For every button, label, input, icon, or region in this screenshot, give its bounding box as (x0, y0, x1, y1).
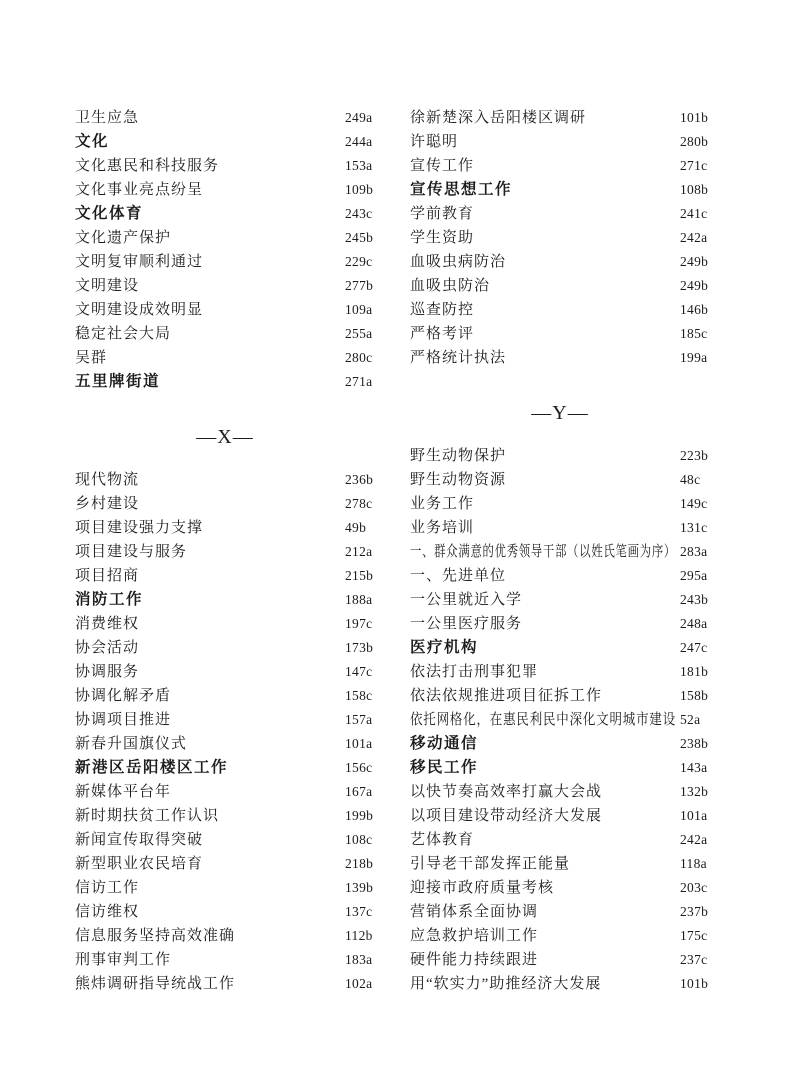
index-entry (410, 468, 710, 492)
index-entry (75, 804, 375, 828)
entry-page-number: 137c (345, 904, 373, 919)
entry-title: 徐新楚深入岳阳楼区调研 (410, 110, 587, 126)
entry-page-number: 185c (680, 326, 708, 341)
index-entry (75, 106, 375, 130)
entry-title: 应急救护培训工作 (410, 928, 539, 944)
index-entry (410, 660, 710, 684)
section-header-X: —X— (196, 426, 254, 448)
entry-page-number: 295a (680, 568, 708, 583)
entry-title: 学生资助 (410, 230, 475, 246)
entry-page-number: 158b (680, 688, 709, 703)
entry-title: 医疗机构 (410, 639, 479, 656)
entry-title: 文化遗产保护 (75, 230, 172, 246)
index-entry (75, 226, 375, 250)
index-entry (75, 684, 375, 708)
index-entry (410, 226, 710, 250)
entry-title: 熊炜调研指导统战工作 (75, 976, 236, 992)
index-entry-heading (75, 588, 375, 612)
entry-page-number: 143a (680, 760, 708, 775)
entry-title: 文明建设 (75, 278, 140, 294)
index-entry (410, 972, 710, 996)
entry-page-number: 101a (345, 736, 373, 751)
index-entry (410, 828, 710, 852)
entry-title: 依法依规推进项目征拆工作 (410, 688, 603, 704)
entry-title: 业务工作 (410, 496, 475, 512)
index-entry (410, 202, 710, 226)
index-entry (75, 852, 375, 876)
entry-title: 新春升国旗仪式 (75, 736, 188, 752)
entry-title: 项目建设强力支撑 (75, 520, 204, 536)
entry-title: 学前教育 (410, 206, 475, 222)
entry-page-number: 158c (345, 688, 373, 703)
index-entry (75, 322, 375, 346)
entry-title: 巡查防控 (410, 302, 475, 318)
entry-title: 稳定社会大局 (75, 326, 172, 342)
index-entry-heading (75, 202, 375, 226)
entry-page-number: 248a (680, 616, 708, 631)
entry-title: 文化惠民和科技服务 (75, 158, 220, 174)
index-entry (75, 828, 375, 852)
entry-page-number: 249a (345, 110, 373, 125)
entry-page-number: 242a (680, 230, 708, 245)
index-entry (75, 492, 375, 516)
entry-page-number: 153a (345, 158, 373, 173)
entry-page-number: 249b (680, 278, 709, 293)
entry-page-number: 199a (680, 350, 708, 365)
entry-title: 硬件能力持续跟进 (410, 952, 539, 968)
index-entry-heading (75, 756, 375, 780)
entry-title: 引导老干部发挥正能量 (410, 856, 571, 872)
entry-page-number: 167a (345, 784, 373, 799)
index-entry (75, 876, 375, 900)
index-entry (75, 924, 375, 948)
index-entry (75, 298, 375, 322)
index-entry (410, 346, 710, 370)
index-entry (410, 274, 710, 298)
entry-page-number: 203c (680, 880, 708, 895)
entry-title: 五里牌街道 (75, 373, 161, 390)
index-entry (410, 154, 710, 178)
entry-title: 文化体育 (75, 205, 144, 222)
index-column-left (75, 106, 375, 996)
entry-page-number: 218b (345, 856, 374, 871)
index-entry (75, 250, 375, 274)
index-entry (410, 106, 710, 130)
entry-page-number: 236b (345, 472, 374, 487)
entry-title: 新时期扶贫工作认识 (75, 808, 220, 824)
entry-page-number: 157a (345, 712, 373, 727)
index-entry (410, 948, 710, 972)
entry-title: 严格统计执法 (410, 350, 507, 366)
entry-title: 依托网格化，在惠民利民中深化文明城市建设 (410, 712, 677, 728)
entry-title: 一、群众满意的优秀领导干部（以姓氏笔画为序） (410, 544, 677, 560)
entry-title: 文明复审顺利通过 (75, 254, 204, 270)
entry-page-number: 247c (680, 640, 708, 655)
entry-page-number: 280c (345, 350, 373, 365)
entry-page-number: 48c (680, 472, 701, 487)
entry-page-number: 249b (680, 254, 709, 269)
index-entry (410, 250, 710, 274)
section-header-Y: —Y— (531, 402, 589, 424)
entry-page-number: 237b (680, 904, 709, 919)
entry-page-number: 156c (345, 760, 373, 775)
entry-title: 项目建设与服务 (75, 544, 188, 560)
entry-title: 协会活动 (75, 640, 140, 656)
entry-title: 移动通信 (410, 735, 479, 752)
entry-page-number: 132b (680, 784, 709, 799)
entry-title: 现代物流 (75, 472, 140, 488)
entry-title: 业务培训 (410, 520, 475, 536)
index-entry (410, 298, 710, 322)
index-column-right (410, 106, 710, 996)
entry-page-number: 243c (345, 206, 373, 221)
entry-title: 一、先进单位 (410, 568, 507, 584)
entry-title: 用“软实力”助推经济大发展 (410, 976, 602, 992)
entry-page-number: 229c (345, 254, 373, 269)
index-entry (410, 924, 710, 948)
entry-page-number: 223b (680, 448, 709, 463)
index-entry (75, 660, 375, 684)
entry-page-number: 278c (345, 496, 373, 511)
index-entry (410, 804, 710, 828)
entry-title: 野生动物资源 (410, 472, 507, 488)
index-entry (75, 612, 375, 636)
entry-page-number: 131c (680, 520, 708, 535)
entry-page-number: 245b (345, 230, 374, 245)
index-entry-heading (410, 178, 710, 202)
entry-page-number: 102a (345, 976, 373, 991)
entry-title: 新闻宣传取得突破 (75, 832, 204, 848)
entry-title: 消费维权 (75, 616, 140, 632)
entry-page-number: 277b (345, 278, 374, 293)
entry-page-number: 241c (680, 206, 708, 221)
entry-title: 乡村建设 (75, 496, 140, 512)
entry-title: 移民工作 (410, 759, 479, 776)
index-entry-heading (410, 756, 710, 780)
entry-page-number: 109a (345, 302, 373, 317)
index-entry (410, 588, 710, 612)
index-entry (75, 948, 375, 972)
index-entry (410, 322, 710, 346)
entry-title: 协调服务 (75, 664, 140, 680)
entry-page-number: 237c (680, 952, 708, 967)
index-entry (410, 444, 710, 468)
entry-page-number: 149c (680, 496, 708, 511)
entry-page-number: 173b (345, 640, 374, 655)
entry-title: 迎接市政府质量考核 (410, 880, 555, 896)
index-entry (75, 154, 375, 178)
entry-page-number: 280b (680, 134, 709, 149)
index-entry (410, 516, 710, 540)
entry-page-number: 199b (345, 808, 374, 823)
index-entry (75, 516, 375, 540)
index-entry (75, 346, 375, 370)
entry-title: 信息服务坚持高效准确 (75, 928, 236, 944)
index-entry (75, 636, 375, 660)
index-entry (410, 876, 710, 900)
entry-title: 消防工作 (75, 591, 144, 608)
entry-page-number: 183a (345, 952, 373, 967)
entry-page-number: 271a (345, 374, 373, 389)
index-entry (410, 684, 710, 708)
entry-title: 以项目建设带动经济大发展 (410, 808, 603, 824)
entry-title: 营销体系全面协调 (410, 904, 539, 920)
index-entry (75, 468, 375, 492)
entry-title: 文化 (75, 133, 110, 150)
entry-page-number: 271c (680, 158, 708, 173)
entry-page-number: 244a (345, 134, 373, 149)
entry-title: 新媒体平台年 (75, 784, 172, 800)
entry-page-number: 101a (680, 808, 708, 823)
entry-title: 新港区岳阳楼区工作 (75, 759, 229, 776)
entry-title: 协调化解矛盾 (75, 688, 172, 704)
entry-page-number: 238b (680, 736, 709, 751)
entry-page-number: 52a (680, 712, 701, 727)
entry-page-number: 255a (345, 326, 373, 341)
entry-page-number: 108b (680, 182, 709, 197)
entry-title: 文化事业亮点纷呈 (75, 182, 204, 198)
index-entry-heading (75, 370, 375, 394)
entry-page-number: 109b (345, 182, 374, 197)
entry-page-number: 49b (345, 520, 367, 535)
entry-title: 许聪明 (410, 134, 459, 150)
entry-title: 卫生应急 (75, 110, 140, 126)
entry-page-number: 215b (345, 568, 374, 583)
entry-page-number: 118a (680, 856, 707, 871)
entry-title: 一公里医疗服务 (410, 616, 523, 632)
entry-title: 宣传思想工作 (410, 181, 513, 198)
entry-page-number: 181b (680, 664, 709, 679)
entry-title: 艺体教育 (410, 832, 475, 848)
index-entry (75, 274, 375, 298)
entry-page-number: 147c (345, 664, 373, 679)
entry-page-number: 283a (680, 544, 708, 559)
entry-title: 协调项目推进 (75, 712, 172, 728)
index-entry (75, 540, 375, 564)
entry-page-number: 188a (345, 592, 373, 607)
index-entry-heading (410, 732, 710, 756)
entry-title: 信访工作 (75, 880, 140, 896)
entry-page-number: 112b (345, 928, 373, 943)
entry-page-number: 242a (680, 832, 708, 847)
index-entry (410, 780, 710, 804)
entry-page-number: 101b (680, 110, 709, 125)
entry-title: 依法打击刑事犯罪 (410, 664, 539, 680)
entry-title: 新型职业农民培育 (75, 856, 204, 872)
index-entry (410, 492, 710, 516)
index-entry (410, 900, 710, 924)
entry-title: 文明建设成效明显 (75, 302, 204, 318)
index-entry (75, 732, 375, 756)
index-entry-heading (410, 636, 710, 660)
entry-title: 宣传工作 (410, 158, 475, 174)
entry-title: 吴群 (75, 350, 108, 366)
index-entry (75, 780, 375, 804)
index-entry (410, 130, 710, 154)
index-entry (75, 564, 375, 588)
entry-title: 血吸虫防治 (410, 278, 491, 294)
index-entry (75, 708, 375, 732)
entry-title: 野生动物保护 (410, 448, 507, 464)
entry-page-number: 108c (345, 832, 373, 847)
index-entry (410, 540, 710, 564)
entry-page-number: 139b (345, 880, 374, 895)
entry-title: 以快节奏高效率打赢大会战 (410, 784, 603, 800)
index-entry (75, 900, 375, 924)
entry-page-number: 175c (680, 928, 708, 943)
entry-title: 血吸虫病防治 (410, 254, 507, 270)
index-entry (410, 564, 710, 588)
entry-title: 刑事审判工作 (75, 952, 172, 968)
index-entry (410, 612, 710, 636)
entry-page-number: 212a (345, 544, 373, 559)
index-entry (75, 972, 375, 996)
entry-title: 严格考评 (410, 326, 475, 342)
index-entry (410, 852, 710, 876)
entry-page-number: 101b (680, 976, 709, 991)
entry-title: 信访维权 (75, 904, 140, 920)
entry-page-number: 243b (680, 592, 709, 607)
index-entry (410, 708, 710, 732)
entry-title: 一公里就近入学 (410, 592, 523, 608)
entry-title: 项目招商 (75, 568, 140, 584)
index-entry-heading (75, 130, 375, 154)
index-entry (75, 178, 375, 202)
entry-page-number: 146b (680, 302, 709, 317)
entry-page-number: 197c (345, 616, 373, 631)
